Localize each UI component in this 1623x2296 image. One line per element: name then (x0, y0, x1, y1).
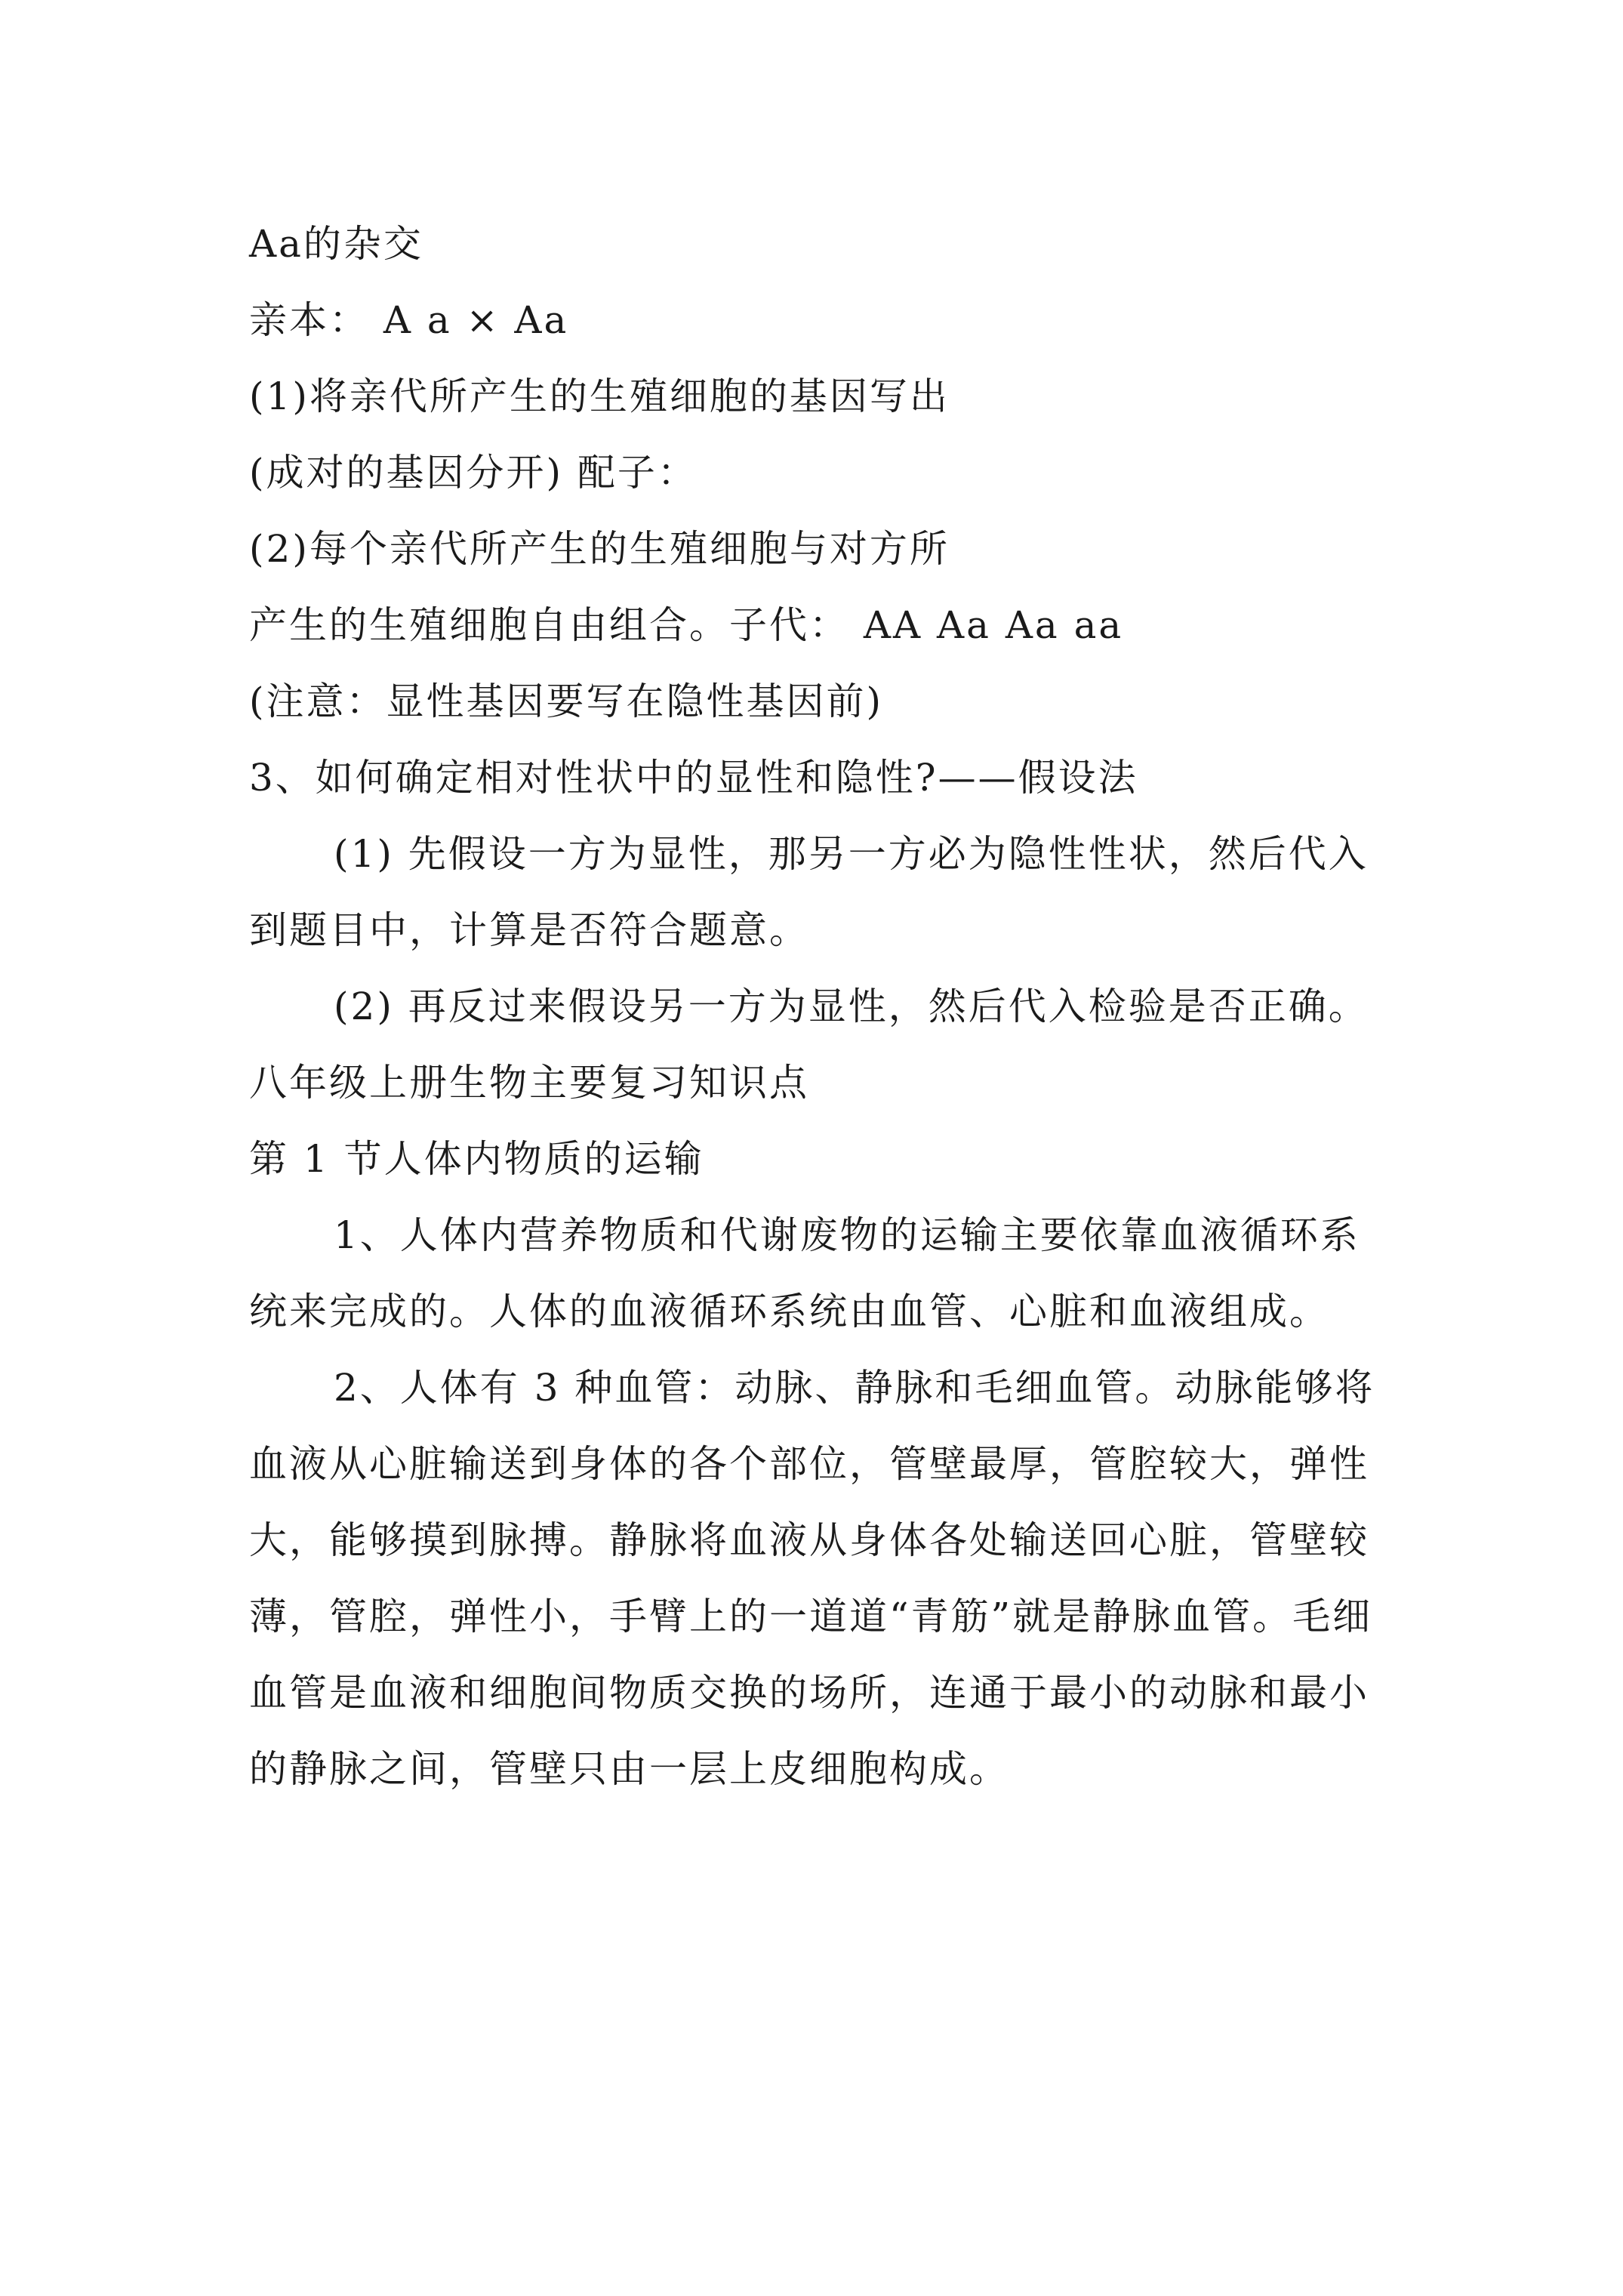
subsection-heading: 第 1 节人体内物质的运输 (249, 1137, 704, 1181)
paragraph-hypothesis-2: (2) 再反过来假设另一方为显性，然后代入检验是否正确。 (334, 985, 1369, 1028)
section-heading: 八年级上册生物主要复习知识点 (249, 1061, 809, 1105)
line-gametes: (成对的基因分开) 配子： (249, 451, 698, 495)
line-question-3: 3、如何确定相对性状中的显性和隐性?——假设法 (249, 756, 1138, 800)
line-cross-title: Aa的杂交 (249, 222, 423, 266)
paragraph-circulation: 1、人体内营养物质和代谢废物的运输主要依靠血液循环系统来完成的。人体的血液循环系统由血管、心脏和血液组成。 (249, 1213, 1360, 1333)
line-step-2: (2)每个亲代所产生的生殖细胞与对方所 (249, 527, 950, 571)
paragraph-hypothesis-1: (1) 先假设一方为显性，那另一方必为隐性性状，然后代入到题目中，计算是否符合题意。 (249, 832, 1369, 952)
line-offspring: 产生的生殖细胞自由组合。子代： AA Aa Aa aa (249, 603, 1124, 647)
line-note: (注意：显性基因要写在隐性基因前) (249, 680, 884, 723)
document-content (249, 206, 1381, 1808)
line-step-1: (1)将亲代所产生的生殖细胞的基因写出 (249, 374, 950, 418)
paragraph-blood-vessels: 2、人体有 3 种血管：动脉、静脉和毛细血管。动脉能够将血液从心脏输送到身体的各个部位，管壁最厚，管腔较大，弹性大，能够摸到脉搏。静脉将血液从身体各处输送回心脏，管壁较薄，管腔，弹性小，手臂上的一道道“青筋”就是静脉血管。毛细血管是血液和细胞间物质交换的场所，连通于最小的动脉和最小的静脉之间，管壁只由一层上皮细胞构成。 (249, 1366, 1375, 1791)
line-parents: 亲本： A a × Aa (249, 298, 569, 342)
